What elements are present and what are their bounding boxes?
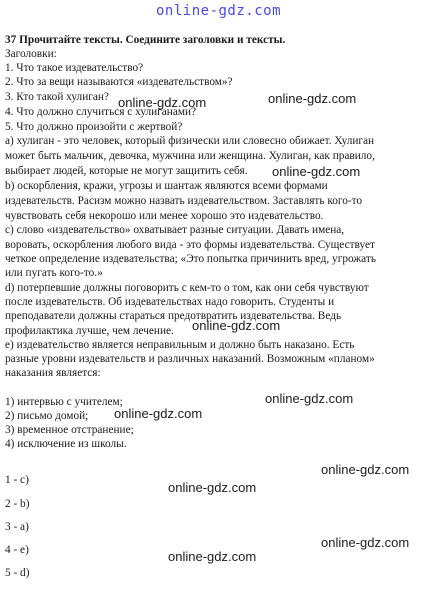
- watermark: online-gdz.com: [192, 318, 281, 333]
- text-line: четкое определение издевательства; «Это попытка причинить вред, угрожать: [5, 253, 376, 265]
- watermark: online-gdz.com: [272, 164, 361, 179]
- plan-item: 4) исключение из школы.: [5, 438, 127, 450]
- text-line: профилактика лучше, чем лечение.: [5, 325, 174, 337]
- text-line: е) издевательство является неправильным и должно быть наказано. Есть: [5, 339, 355, 351]
- plan-item: 1) интервью с учителем;: [5, 396, 123, 408]
- watermark: online-gdz.com: [168, 480, 257, 495]
- answer-item: 4 - e): [5, 544, 29, 556]
- text-line: преподаватели должны стараться предотвратить издевательства. Ведь: [5, 310, 342, 322]
- watermark: online-gdz.com: [321, 535, 410, 550]
- plan-item: 2) письмо домой;: [5, 410, 89, 422]
- text-line: издевательств. Расизм можно назвать издевательством. Заставлять кого-то: [5, 195, 363, 207]
- text-line: чувствовать себя некорошо или менее хорошо это издевательство.: [5, 210, 324, 222]
- text-line: после издевательств. Об издевательствах надо говорить. Студенты и: [5, 296, 335, 308]
- headings-label: Заголовки:: [5, 48, 57, 60]
- text-line: разные уровни издевательств и различных наказаний. Возможным «планом»: [5, 353, 375, 365]
- heading-item: 4. Что должно случиться с хулиганами?: [5, 106, 197, 118]
- heading-item: 2. Что за вещи называются «издевательством»?: [5, 76, 233, 88]
- text-line: может быть мальчик, девочка, мужчина или женщина. Хулиган, как правило,: [5, 150, 375, 162]
- watermark: online-gdz.com: [268, 91, 357, 106]
- text-line: выбирает людей, которые не могут защитить себя.: [5, 165, 248, 177]
- text-line: воровать, оскорбления любого вида - это формы издевательства. Существует: [5, 239, 375, 251]
- watermark: online-gdz.com: [114, 406, 203, 421]
- heading-item: 5. Что должно произойти с жертвой?: [5, 121, 183, 133]
- exercise-title: 37 Прочитайте тексты. Соедините заголовки и тексты.: [5, 34, 286, 46]
- heading-item: 1. Что такое издевательство?: [5, 62, 144, 74]
- plan-item: 3) временное отстранение;: [5, 424, 134, 436]
- watermark: online-gdz.com: [321, 462, 410, 477]
- answer-item: 3 - a): [5, 521, 29, 533]
- text-line: с) слово «издевательство» охватывает разные ситуации. Давать имена,: [5, 224, 345, 236]
- heading-item: 3. Кто такой хулиган?: [5, 91, 109, 103]
- text-line: или пугать кого-то.»: [5, 267, 103, 279]
- text-line: b) оскорбления, кражи, угрозы и шантаж являются всеми формами: [5, 180, 328, 192]
- text-line: d) потерпевшие должны поговорить с кем-то о том, как они себя чувствуют: [5, 282, 369, 294]
- answer-item: 1 - c): [5, 474, 29, 486]
- watermark: online-gdz.com: [118, 95, 207, 110]
- watermark: online-gdz.com: [265, 391, 354, 406]
- watermark: online-gdz.com: [168, 549, 257, 564]
- top-watermark: online-gdz.com: [156, 3, 282, 19]
- text-line: а) хулиган - это человек, который физически или словесно обижает. Хулиган: [5, 135, 375, 147]
- answer-item: 2 - b): [5, 498, 30, 510]
- text-line: наказания является:: [5, 367, 101, 379]
- answer-item: 5 - d): [5, 567, 30, 579]
